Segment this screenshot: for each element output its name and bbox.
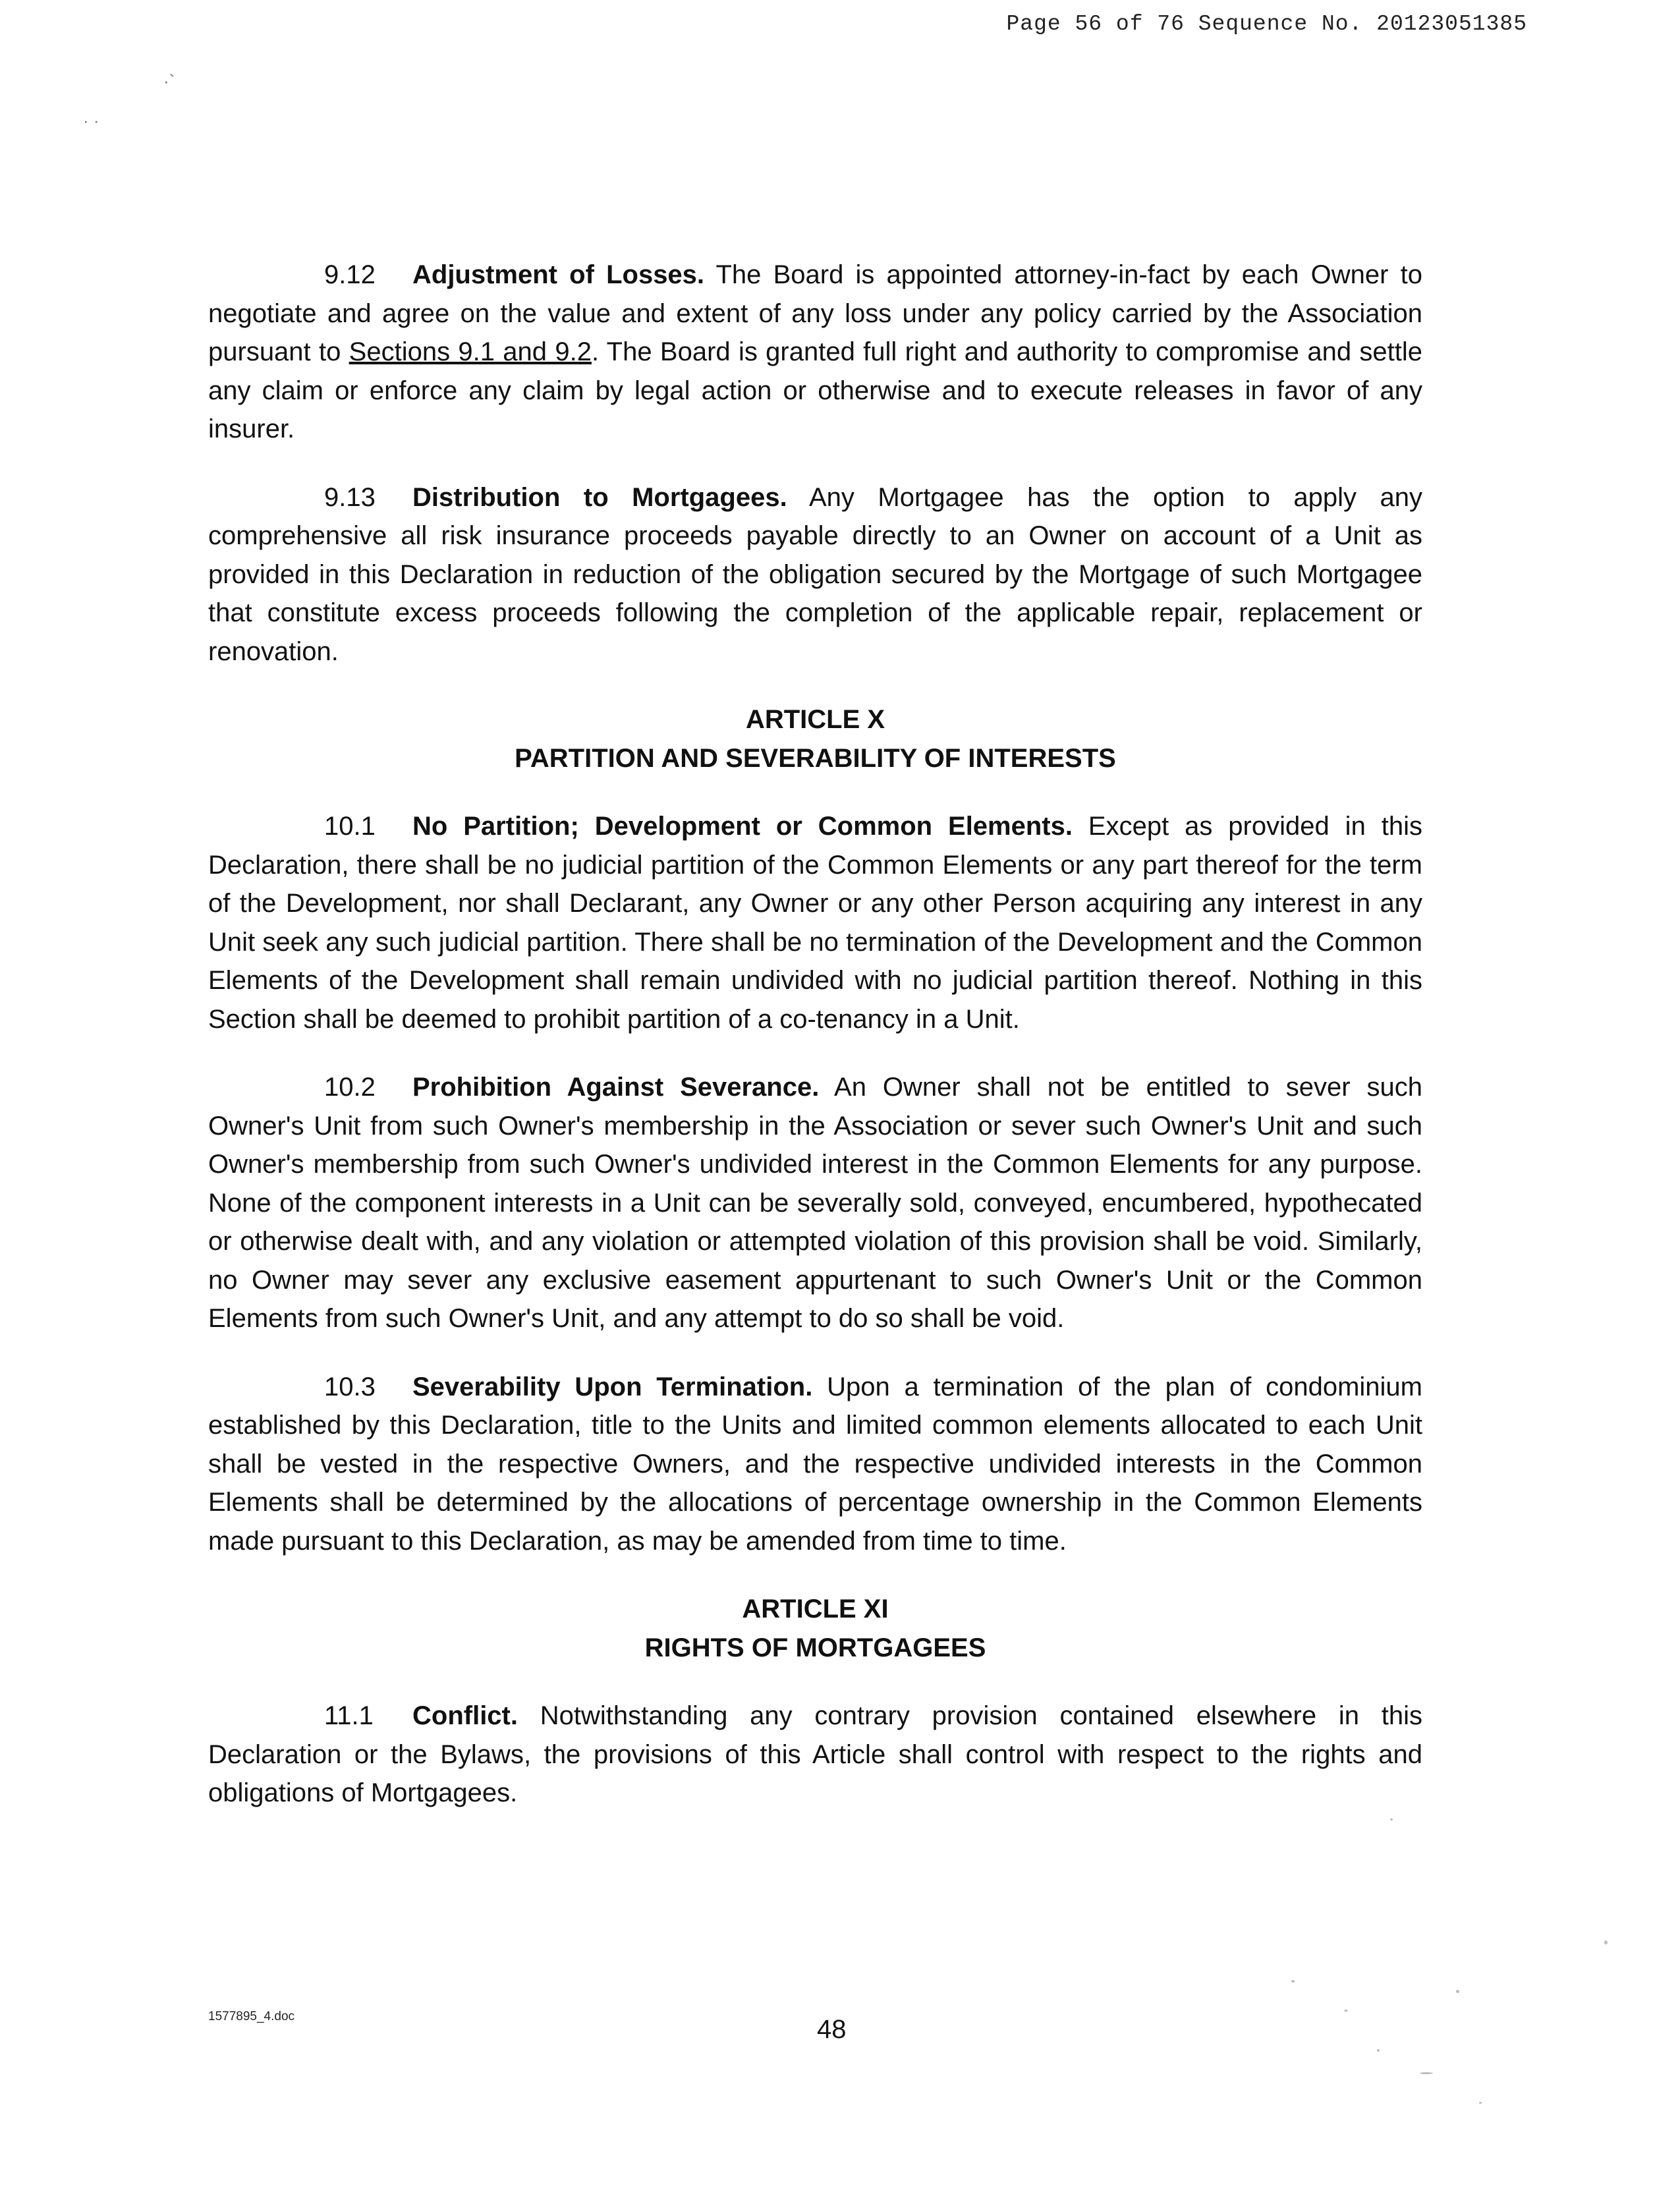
section-title: Distribution to Mortgagees.	[412, 482, 787, 512]
section-text: Any Mortgagee has the option to apply any comprehensive all risk insurance proceeds payable directly to an Owner on account of a Unit as provided in this Declaration in reduction of the obligation secured by the Mortgage of such Mortgagee that constitute excess proceeds following the completion of the applicable repair, replacement or renovation.	[208, 482, 1422, 666]
scan-speckle	[1377, 2049, 1380, 2052]
section-9-13	[208, 478, 1422, 671]
page-header: Page 56 of 76 Sequence No. 20123051385	[1006, 12, 1527, 36]
section-number: 10.1	[324, 812, 376, 841]
article-title: PARTITION AND SEVERABILITY OF INTERESTS	[515, 743, 1116, 773]
section-text: Upon a termination of the plan of condominium established by this Declaration, title to the Units and limited common elements allocated to each Unit shall be vested in the respective Owners, and the respective undivided interests in the Common Elements shall be determined by the allocations of percentage ownership in the Common Elements made pursuant to this Declaration, as may be amended from time to time.	[208, 1372, 1422, 1556]
section-number: 10.3	[324, 1372, 376, 1401]
section-10-2	[208, 1068, 1422, 1338]
scan-mark: · ·	[83, 111, 99, 130]
section-title: Prohibition Against Severance.	[412, 1073, 820, 1102]
article-xi-heading	[208, 1590, 1422, 1667]
scan-speckle	[1291, 1980, 1295, 1983]
section-title: Severability Upon Termination.	[412, 1372, 813, 1401]
section-number: 9.12	[324, 260, 376, 289]
scan-speckle	[1479, 2102, 1482, 2104]
section-text: Except as provided in this Declaration, there shall be no judicial partition of the Common Elements or any part thereof for the term of the Development, nor shall Declarant, any Owner or any other Person acquiring any interest in any Unit seek any such judicial partition. There shall be no termination of the Development and the Common Elements of the Development shall remain undivided with no judicial partition thereof. Nothing in this Section shall be deemed to prohibit partition of a co-tenancy in a Unit.	[208, 812, 1422, 1034]
page-number: 48	[817, 2015, 847, 2044]
scan-speckle	[1420, 2072, 1433, 2074]
article-number: ARTICLE XI	[742, 1595, 889, 1623]
section-number: 10.2	[324, 1073, 376, 1102]
scan-speckle	[1390, 1819, 1393, 1821]
document-id: 1577895_4.doc	[208, 2010, 295, 2023]
section-text: An Owner shall not be entitled to sever such Owner's Unit from such Owner's membership in the Association or sever such Owner's Unit and such Owner's membership from such Owner's undivided interest in the Common Elements for any purpose. None of the component interests in a Unit can be severally sold, conveyed, encumbered, hypothecated or otherwise dealt with, and any violation or attempted violation of this provision shall be void. Similarly, no Owner may sever any exclusive easement appurtenant to such Owner's Unit or the Common Elements from such Owner's Unit, and any attempt to do so shall be void.	[208, 1073, 1423, 1333]
section-reference: Sections 9.1 and 9.2	[349, 337, 592, 366]
scan-speckle	[1604, 1940, 1608, 1944]
section-title: No Partition; Development or Common Elements.	[412, 812, 1073, 841]
section-text: The Board is appointed attorney-in-fact by each Owner to negotiate and agree on the value and extent of any loss under any policy carried by the Association pursuant to	[208, 260, 1422, 366]
scan-mark: ·`	[163, 71, 175, 91]
section-10-1	[208, 807, 1422, 1038]
scan-speckle	[1456, 1990, 1459, 1993]
section-text: Notwithstanding any contrary provision contained elsewhere in this Declaration or the Bylaws, the provisions of this Article shall control with respect to the rights and obligations of Mortgagees.	[208, 1701, 1422, 1807]
section-9-12	[208, 256, 1422, 449]
section-number: 11.1	[324, 1701, 374, 1730]
article-title: RIGHTS OF MORTGAGEES	[644, 1633, 986, 1662]
scan-speckle	[1344, 2010, 1348, 2012]
section-title: Adjustment of Losses.	[412, 260, 705, 289]
section-10-3	[208, 1368, 1422, 1561]
document-body	[208, 256, 1422, 1842]
section-11-1	[208, 1697, 1422, 1813]
section-title: Conflict.	[412, 1701, 518, 1730]
article-x-heading	[208, 700, 1422, 777]
article-number: ARTICLE X	[745, 705, 885, 734]
section-number: 9.13	[324, 482, 376, 512]
section-text: . The Board is granted full right and authority to compromise and settle any claim or enforce any claim by legal action or otherwise and to execute releases in favor of any insurer.	[208, 337, 1422, 443]
